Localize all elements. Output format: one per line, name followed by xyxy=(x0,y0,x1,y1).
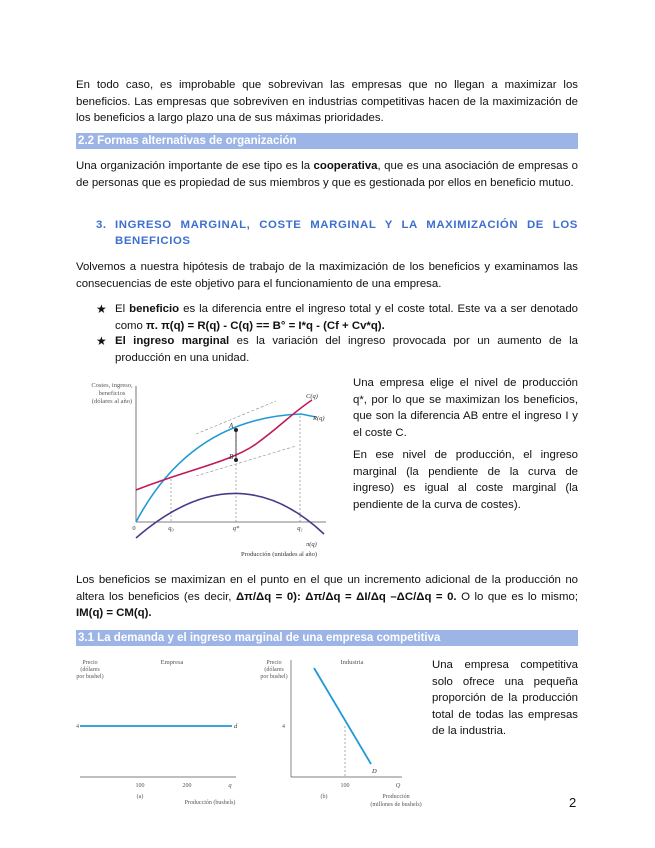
bullet-profit xyxy=(96,301,578,334)
bullet-profit-pre: El xyxy=(115,303,130,315)
fig2-left-tick-100: 100 xyxy=(135,783,145,789)
fig1-xlabel: Producción (unidades al año) xyxy=(241,551,317,558)
section-3-number: 3. xyxy=(96,219,107,231)
bullet-profit-text: es la diferencia entre el ingreso total y el coste total. Este va a ser denotado como xyxy=(115,303,578,332)
conclusion-text-2: O lo que es lo mismo; xyxy=(456,590,578,603)
fig1-origin-label: 0 xyxy=(132,525,136,532)
fig1-profit-label: π(q) xyxy=(306,541,317,548)
profit-curve xyxy=(136,493,324,538)
figure-1-explanation-2: En ese nivel de producción, el ingreso marginal (la pendiente de la curva de ingreso) es igual al coste marginal (la pendiente de la curva de costes). xyxy=(353,449,578,511)
section-3-intro: Volvemos a nuestra hipótesis de trabajo de la maximización de los beneficios y examinamos las consecuencias de este objetivo para el funcionamiento de una empresa. xyxy=(76,261,578,290)
fig1-qstar-label: q* xyxy=(232,525,240,532)
fig2-left-sublabel: (a) xyxy=(136,794,144,800)
fig2-right-ylabel-line2: (dólares xyxy=(264,667,284,673)
fig1-point-b-dot xyxy=(234,458,238,462)
fig1-revenue-label: R(q) xyxy=(313,415,325,422)
section-3-1-explanation: Una empresa competitiva solo ofrece una pequeña proporción de la producción total de todas las empresas de la industria. xyxy=(432,659,578,737)
bullet-profit-term: beneficio xyxy=(129,303,180,315)
bullet-marginal-revenue-term: El ingreso marginal xyxy=(115,335,230,347)
fig1-point-a-dot xyxy=(234,428,238,432)
fig1-ylabel-line2: beneficios xyxy=(98,390,126,397)
fig2-left-q-label: q xyxy=(228,782,232,789)
profit-maximization-figure xyxy=(76,376,332,564)
conclusion-formula-2: IM(q) = CM(q). xyxy=(76,607,152,619)
cost-curve xyxy=(136,400,312,490)
section-3-title: INGRESO MARGINAL, COSTE MARGINAL Y LA MAXIMIZACIÓN DE LOS BENEFICIOS xyxy=(115,219,578,247)
fig2-right-tick-100: 100 xyxy=(340,783,350,789)
fig2-right-ylabel-line3: por bushel) xyxy=(260,674,288,680)
fig2-right-title: Industria xyxy=(340,659,364,666)
fig1-point-a-label: A xyxy=(229,422,234,430)
fig2-right-sublabel: (b) xyxy=(320,794,328,800)
profit-formula: π. π(q) = R(q) - C(q) == B° = I*q - (Cf + Cv*q). xyxy=(146,319,385,332)
cooperative-text-after: , que es una asociación de empresas o de personas que es propiedad de sus miembros y que es gestionada por ellos en beneficio mutuo. xyxy=(76,160,578,189)
fig2-left-title: Empresa xyxy=(160,659,184,666)
cooperative-text-before: Una organización importante de ese tipo es la xyxy=(76,160,314,172)
section-2-2-heading: 2.2 Formas alternativas de organización xyxy=(76,133,578,149)
fig2-right-q-label: Q xyxy=(395,782,401,789)
fig1-point-b-label: B xyxy=(229,453,234,461)
fig1-q0-label: q₀ xyxy=(168,525,174,532)
fig2-left-xlabel: Producción (bushels) xyxy=(184,800,236,806)
conclusion-formula: Δπ/Δq = 0): Δπ/Δq = ΔI/Δq –ΔC/Δq = 0. xyxy=(235,590,457,603)
bullet-marginal-revenue-text: es la variación del ingreso provocada por un aumento de la producción en una unidad. xyxy=(115,335,578,364)
fig2-right-price: 4 xyxy=(282,724,285,730)
fig1-ylabel-line3: (dólares al año) xyxy=(91,398,133,405)
cooperative-term: cooperativa xyxy=(313,160,378,172)
fig1-ylabel-line1: Costes, ingreso, xyxy=(91,382,133,389)
star-bullet-icon: ★ xyxy=(96,334,107,348)
conclusion-text-1: Los beneficios se maximizan en el punto en el que un incremento adicional de la producción no altera los beneficios (es decir, xyxy=(76,574,578,603)
section-3-1-heading: 3.1 La demanda y el ingreso marginal de una empresa competitiva xyxy=(76,630,578,646)
competitive-demand-figure xyxy=(76,652,426,812)
fig2-left-ylabel-line1: Precio xyxy=(82,660,98,666)
fig2-right-xlabel-line1: Producción xyxy=(382,794,410,800)
fig2-left-ylabel-line2: (dólares xyxy=(80,667,100,673)
fig1-q1-label: q₁ xyxy=(297,525,303,532)
fig2-left-tick-200: 200 xyxy=(182,783,192,789)
fig2-left-price: 4 xyxy=(76,724,79,730)
figure-1-explanation-1: Una empresa elige el nivel de producción q*, por lo que se maximizan los beneficios, que son la diferencia AB entre el ingreso I y el coste C. xyxy=(353,377,578,439)
bullet-marginal-revenue xyxy=(96,333,578,366)
star-bullet-icon: ★ xyxy=(96,302,107,316)
fig2-left-ylabel-line3: por bushel) xyxy=(76,674,104,680)
section-2-2-paragraph xyxy=(76,158,578,191)
fig2-right-xlabel-line2: (millones de bushels) xyxy=(370,802,422,808)
fig1-cost-label: C(q) xyxy=(306,393,318,400)
fig2-left-demand-label: d xyxy=(234,723,238,730)
revenue-curve xyxy=(136,414,316,522)
page-number: 2 xyxy=(569,795,577,810)
fig2-right-demand-label: D xyxy=(372,768,377,775)
fig2-right-ylabel-line1: Precio xyxy=(266,660,282,666)
section-3-heading xyxy=(96,217,578,249)
profit-max-conclusion xyxy=(76,572,578,622)
industry-demand-line xyxy=(314,668,371,764)
intro-paragraph: En todo caso, es improbable que sobrevivan las empresas que no llegan a maximizar los beneficios. Las empresas que sobreviven en industrias competitivas hacen de la maximización de los beneficios a largo plazo una de sus máximas prioridades. xyxy=(76,79,578,124)
